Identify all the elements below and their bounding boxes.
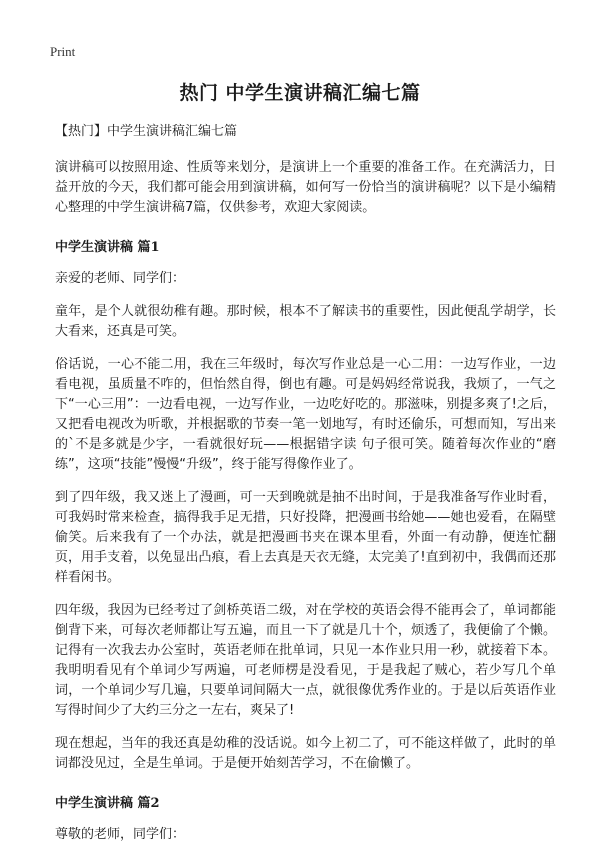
section-greeting-2: 尊敬的老师，同学们： — [55, 827, 186, 842]
section-paragraph: 现在想起，当年的我还真是幼稚的没话说。如今上初二了，可不能这样做了，此时的单词都没见过，全是生单词。于是便开始刻苦学习，不在偷懒了。 — [55, 736, 556, 771]
section-paragraph: 四年级，我因为已经考过了剑桥英语二级，对在学校的英语会得不能再会了，单词都能倒背下来，可每次老师都让写五遍，而且一下了就是几十个，烦透了，我便偷了个懒。记得有一次我去办公室时，英语老师在批单词，只见一本作业只用一秒，就接着下本。我明明看见有个单词少写两遍，可老师楞是没看见，于是我起了贼心，若少写几个单词，一个单词少写几遍，只要单词间隔大一点，就很像优秀作业的。于是以后英语作业写得时间少了大约三分之一左右，爽呆了! — [55, 603, 556, 718]
section-heading-1: 中学生演讲稿 篇1 — [55, 240, 160, 255]
print-link[interactable]: Print — [50, 44, 76, 59]
article-subtitle: 【热门】中学生演讲稿汇编七篇 — [55, 124, 238, 139]
page-title: 热门 中学生演讲稿汇编七篇 — [179, 82, 421, 104]
intro-paragraph: 演讲稿可以按照用途、性质等来划分，是演讲上一个重要的准备工作。在充满活力，日益开放的今天，我们都可能会用到演讲稿，如何写一份恰当的演讲稿呢？以下是小编精心整理的中学生演讲稿7篇，仅供参考，欢迎大家阅读。 — [55, 160, 556, 215]
article-body — [55, 122, 556, 858]
section-paragraph: 俗话说，一心不能二用，我在三年级时，每次写作业总是一心二用：一边写作业，一边看电视，虽质量不咋的，但怡然自得，倒也有趣。可是妈妈经常说我，我烦了，一气之下“一心三用”：一边看电视，一边写作业，一边吃好吃的。那滋味，别提多爽了!之后，又把看电视改为听歌，并根据歌的节奏一笔一划地写，有时还偷乐，可想而知，写出来的`不是多就是少字，一看就很好玩——根据错字读 句子很可笑。随着每次作业的“磨练”，这项“技能”慢慢“升级”，终于能写得像作业了。 — [55, 357, 556, 472]
section-paragraph: 到了四年级，我又迷上了漫画，可一天到晚就是抽不出时间，于是我准备写作业时看，可我妈时常来检查，搞得我手足无措，只好投降，把漫画书给她——她也爱看，在隔壁偷笑。后来我有了一个办法，就是把漫画书夹在课本里看，外面一有动静，便连忙翻页，用手支着，以免显出凸痕，看上去真是天衣无缝，太完美了!直到初中，我偶而还那样看闲书。 — [55, 490, 556, 585]
section-heading-2: 中学生演讲稿 篇2 — [55, 796, 160, 811]
section-greeting-1: 亲爱的老师、同学们： — [55, 271, 186, 286]
section-paragraph: 童年，是个人就很幼稚有趣。那时候，根本不了解读书的重要性，因此便乱学胡学，长大看来，还真是可笑。 — [55, 304, 556, 339]
